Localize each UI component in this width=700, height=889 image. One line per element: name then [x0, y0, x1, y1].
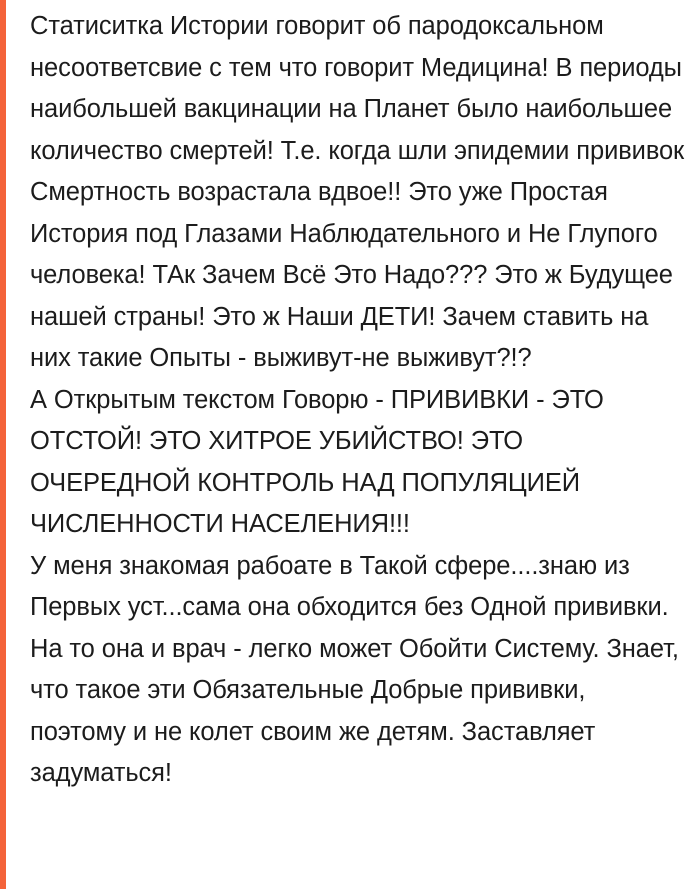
quote-body — [30, 0, 700, 889]
paragraph-3: У меня знакомая рабоате в Такой сфере....знаю из Первых уст...сама она обходится без Одной прививки. На то она и врач - легко может Обойти Систему. Знает, что такое эти Обязательные Добрые прививки, поэтому и не колет своим же детям. Заставляет задуматься! — [30, 551, 686, 787]
paragraph-1: Статиситка Истории говорит об пародоксальном несоответсвие с тем что говорит Медицина! В периоды наибольшей вакцинации на Планет было наибольшее количество смертей! Т.е. когда шли эпидемии прививок Смертность возрастала вдвое!! Это уже Простая История под Глазами Наблюдательного и Не Глупого человека! ТАк Зачем Всё Это Надо??? Это ж Будущее нашей страны! Это ж Наши ДЕТИ! Зачем ставить на них такие Опыты - выживут-не выживут?!? — [30, 12, 692, 372]
quote-left-gutter — [6, 0, 30, 889]
paragraph-2: А Открытым текстом Говорю - ПРИВИВКИ - ЭТО ОТСТОЙ! ЭТО ХИТРОЕ УБИЙСТВО! ЭТО ОЧЕРЕДНОЙ КОНТРОЛЬ НАД ПОПУЛЯЦИЕЙ ЧИСЛЕННОСТИ НАСЕЛЕНИЯ!!! — [30, 385, 611, 538]
